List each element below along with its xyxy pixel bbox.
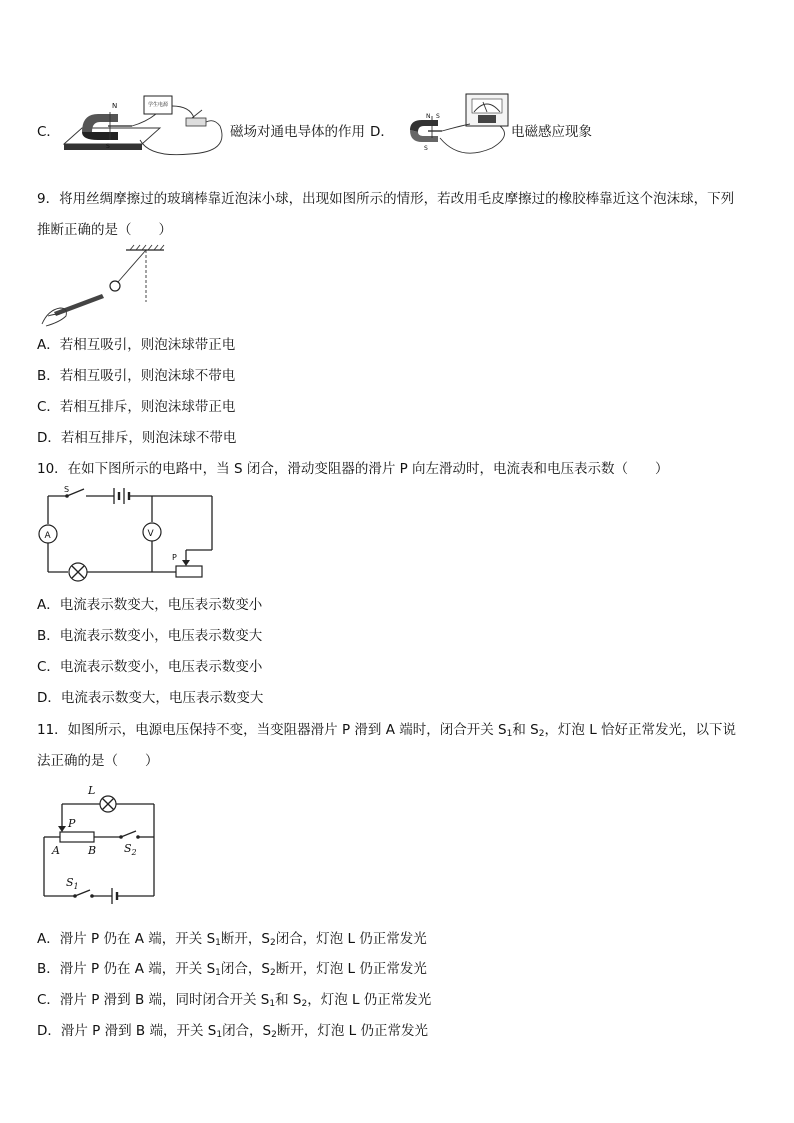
q10-rheostat (176, 566, 202, 577)
q10-ammeter-label: A (44, 531, 51, 541)
glass-rod-ball-figure (40, 244, 170, 330)
q10-voltmeter-label: V (147, 529, 154, 539)
svg-text:N: N (112, 102, 118, 110)
q11-slider-label: P (68, 817, 76, 830)
q10-switch-label: S (64, 485, 70, 494)
q9-stem-line2: 推断正确的是（ ） (37, 222, 172, 238)
svg-text:S: S (106, 143, 110, 150)
q10-option-c[interactable]: C．电流表示数变小，电压表示数变小 (37, 659, 263, 675)
q11-rheostat (60, 832, 94, 842)
q9-option-d[interactable]: D．若相互排斥，则泡沫球不带电 (37, 430, 237, 446)
q10-slider-label: P (172, 553, 177, 562)
svg-text:学生电源: 学生电源 (148, 102, 169, 108)
q10-option-d[interactable]: D．电流表示数变大，电压表示数变大 (37, 690, 264, 706)
q10-circuit-diagram (36, 484, 216, 584)
q11-end-a-label: A (52, 844, 60, 857)
q10-option-b[interactable]: B．电流表示数变小，电压表示数变大 (37, 628, 263, 644)
q8-option-d-text: 电磁感应现象 (511, 124, 592, 140)
q10-stem: 10．在如下图所示的电路中，当 S 闭合，滑动变阻器的滑片 P 向左滑动时，电流表和电压表示数（ ） (37, 461, 669, 477)
svg-text:S: S (436, 113, 440, 120)
q10-option-a[interactable]: A．电流表示数变大，电压表示数变小 (37, 597, 263, 613)
q9-option-b[interactable]: B．若相互吸引，则泡沫球不带电 (37, 368, 236, 384)
q11-stem-line2: 法正确的是（ ） (37, 753, 159, 769)
q11-option-d[interactable]: D．滑片 P 滑到 B 端，开关 $S_1$闭合，$S_2$断开，灯泡 L 仍正常发光 (37, 1023, 428, 1040)
q11-option-b[interactable]: B．滑片 P 仍在 A 端，开关 $S_1$闭合，$S_2$断开，灯泡 L 仍正常发光 (37, 961, 427, 978)
q11-option-a[interactable]: A．滑片 P 仍在 A 端，开关 $S_1$断开，$S_2$闭合，灯泡 L 仍正常发光 (37, 931, 427, 948)
q11-s2-label: $S_2$ (124, 842, 137, 857)
q11-stem-line1: 11．如图所示，电源电压保持不变，当变阻器滑片 P 滑到 A 端时，闭合开关 $S_1$和 $S_2$，灯泡 L 恰好正常发光，以下说 (37, 722, 737, 739)
q9-stem-line1: 9．将用丝绸摩擦过的玻璃棒靠近泡沫小球，出现如图所示的情形，若改用毛皮摩擦过的橡胶棒靠近这个泡沫球，下列 (37, 191, 735, 207)
svg-text:S: S (424, 145, 428, 152)
svg-text:N: N (426, 113, 431, 120)
q9-option-a[interactable]: A．若相互吸引，则泡沫球带正电 (37, 337, 236, 353)
q11-option-c[interactable]: C．滑片 P 滑到 B 端，同时闭合开关 $S_1$和 $S_2$，灯泡 L 仍正常发光 (37, 992, 432, 1009)
q9-option-c[interactable]: C．若相互排斥，则泡沫球带正电 (37, 399, 236, 415)
q8-option-c-label: C． (37, 124, 60, 140)
induction-apparatus-figure (400, 90, 512, 162)
q11-end-b-label: B (88, 844, 97, 857)
q8-option-c-text: 磁场对通电导体的作用 (230, 124, 365, 140)
q11-lamp-label: L (88, 784, 96, 797)
q11-s1-label: $S_1$ (66, 876, 79, 891)
q11-circuit-diagram (38, 782, 162, 902)
q8-option-d-label: D． (370, 124, 394, 140)
motor-apparatus-figure (60, 92, 230, 158)
